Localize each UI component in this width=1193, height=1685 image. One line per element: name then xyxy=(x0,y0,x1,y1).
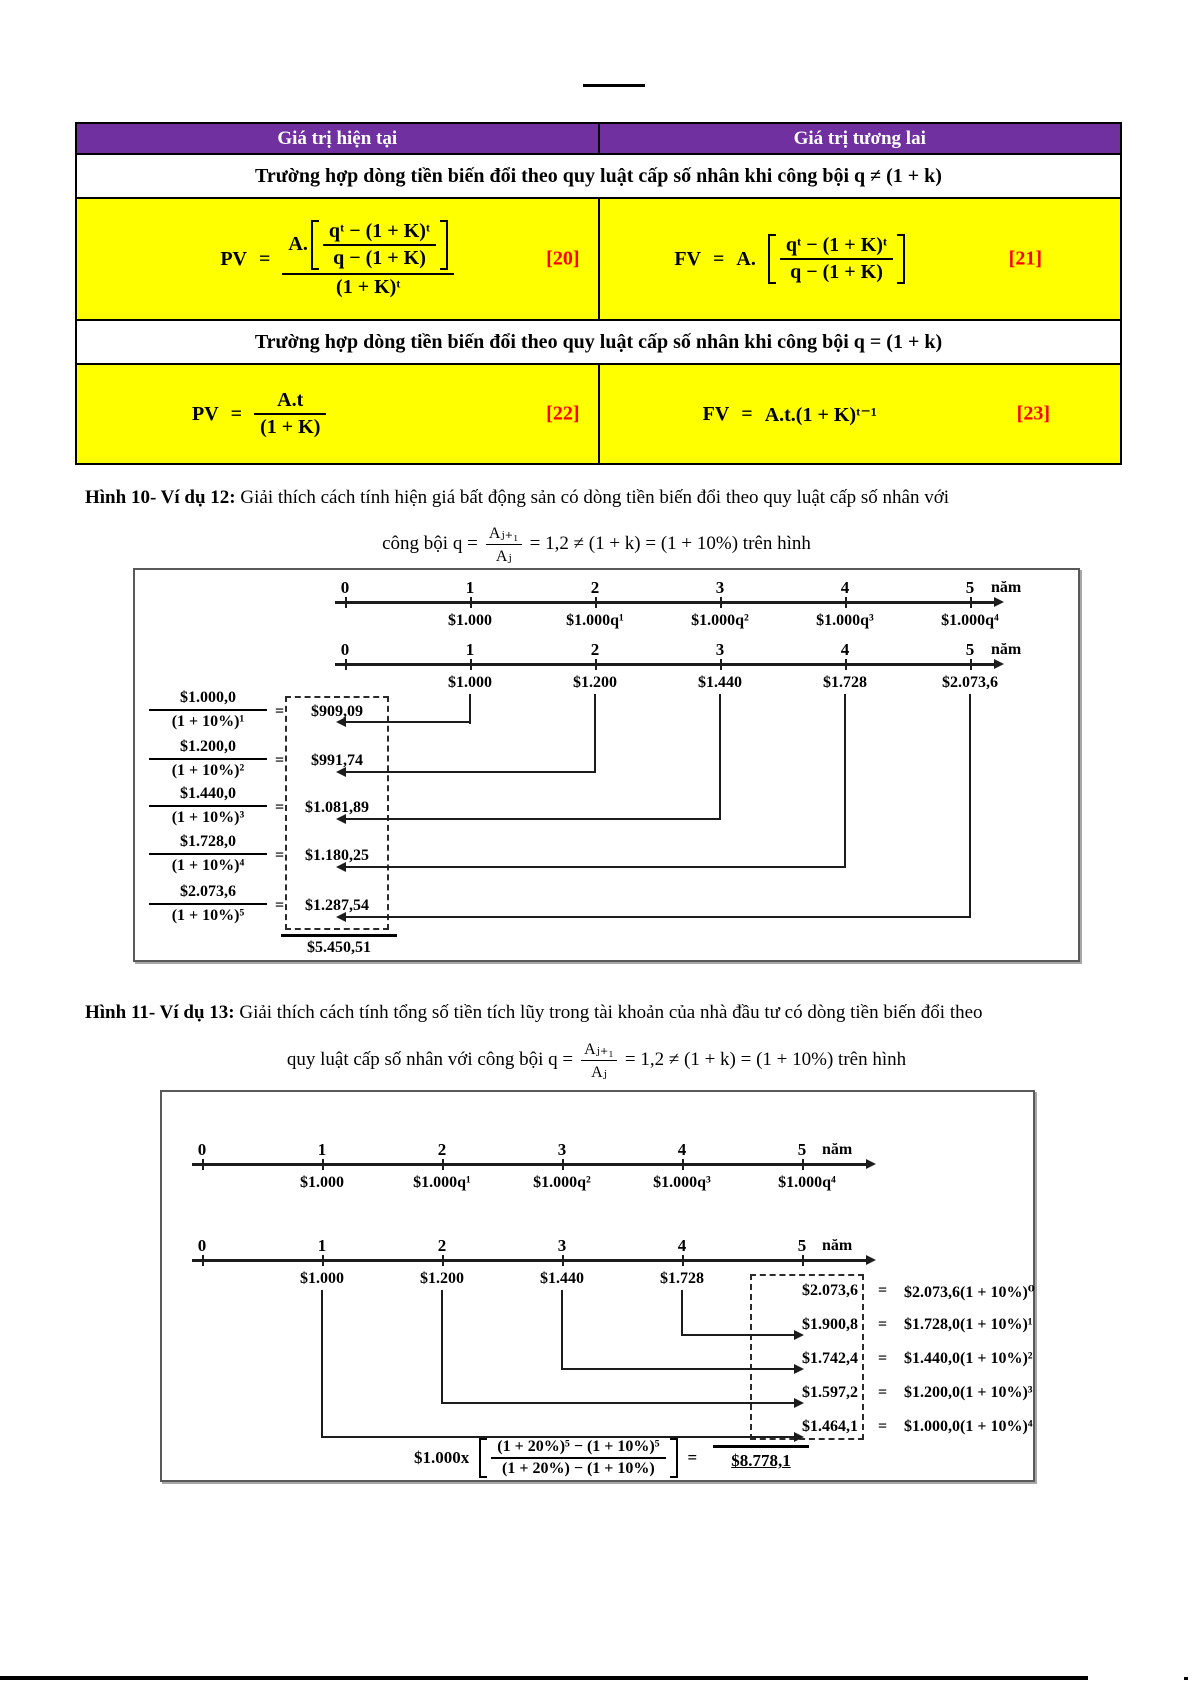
eq20-inner-den: q − (1 + K) xyxy=(333,246,426,269)
fig11-formula-den: Aⱼ xyxy=(591,1063,607,1081)
eq23-lhs: FV xyxy=(702,402,730,425)
case-eq-text: Trường hợp dòng tiền biến đổi theo quy luật cấp số nhân khi công bội q = (1 + k) xyxy=(76,320,1121,364)
f10-row2-equals: = xyxy=(275,799,285,816)
f11-eq-3: = xyxy=(878,1384,888,1401)
f11-tl2-tick-2: 2 xyxy=(437,1236,447,1255)
f10-row2-fraction xyxy=(149,785,267,827)
f10-result-0: $909,09 xyxy=(311,703,363,720)
f11-arrow-2-icon xyxy=(794,1364,804,1374)
f10-row4-den: (1 + 10%)⁵ xyxy=(171,907,245,924)
f11-boxed-0: $2.073,6 xyxy=(802,1282,858,1299)
f10-row0-num: $1.000,0 xyxy=(149,689,267,711)
f10-tl1-tick-0: 0 xyxy=(340,578,350,597)
f11-bottom-fraction xyxy=(491,1438,665,1478)
f10-tl2-value-0: $1.000 xyxy=(448,674,492,691)
eq20-lhs: PV xyxy=(220,247,248,270)
f11-tl2-value-0: $1.000 xyxy=(300,1270,344,1287)
f10-sum-rule xyxy=(281,934,397,937)
f10-tl1-value-2: $1.000q² xyxy=(691,612,749,629)
f11-bottom-equals: = xyxy=(687,1448,698,1467)
figure11-formula xyxy=(0,1034,1193,1086)
f11-tl1-unit: năm xyxy=(822,1141,853,1158)
eq20-inner-fraction xyxy=(323,220,436,270)
f10-row0-equals: = xyxy=(275,703,285,720)
f11-bottom-den: (1 + 20%) − (1 + 10%) xyxy=(502,1460,655,1477)
f10-row4-num: $2.073,6 xyxy=(149,883,267,905)
fig10-formula-den: Aⱼ xyxy=(495,547,512,565)
top-divider-rule xyxy=(583,84,645,87)
formula-row-2 xyxy=(76,364,1121,464)
f10-arrow-3-icon xyxy=(336,862,346,872)
eq20-outer-den: (1 + K)ᵗ xyxy=(336,275,401,298)
f11-tl1-tick-5: 5 xyxy=(797,1140,807,1159)
f10-tl2-tick-0: 0 xyxy=(340,640,350,659)
f11-tl2-tick-0: 0 xyxy=(197,1236,207,1255)
fig11-formula-num: Aⱼ₊₁ xyxy=(581,1039,617,1061)
eq21-equals: = xyxy=(713,247,725,270)
f11-boxed-4: $1.464,1 xyxy=(802,1418,858,1435)
f10-row1-equals: = xyxy=(275,752,285,769)
f11-timeline2-axis xyxy=(192,1259,867,1262)
f10-tl2-value-1: $1.200 xyxy=(573,674,617,691)
eq22-lhs: PV xyxy=(192,402,219,425)
f11-tl2-tick-1: 1 xyxy=(317,1236,327,1255)
f11-rhs-2: $1.440,0(1 + 10%)² xyxy=(904,1350,1033,1367)
f10-row1-num: $1.200,0 xyxy=(149,738,267,760)
f11-tl1-tick-4: 4 xyxy=(677,1140,687,1159)
eq20-fraction xyxy=(282,220,454,299)
f11-arrow-1-icon xyxy=(794,1330,804,1340)
f10-tl2-tick-1: 1 xyxy=(465,640,475,659)
f10-tl2-tick-5: 5 xyxy=(965,640,975,659)
equation-20 xyxy=(77,199,598,319)
f11-tl1-tick-1: 1 xyxy=(317,1140,327,1159)
eq21-lhs: FV xyxy=(674,247,702,270)
f10-row3-num: $1.728,0 xyxy=(149,833,267,855)
f10-tl2-tick-3: 3 xyxy=(715,640,725,659)
f11-tl1-value-4: $1.000q⁴ xyxy=(778,1174,836,1191)
f11-tl2-value-3: $1.728 xyxy=(660,1270,704,1287)
f10-row0-fraction xyxy=(149,689,267,731)
eq23-rhs: A.t.(1 + K)ᵗ⁻¹ xyxy=(764,403,877,426)
eq22-ref: [22] xyxy=(546,402,580,425)
eq21-bracket xyxy=(768,234,905,284)
eq20-coef: A. xyxy=(288,233,308,255)
f11-bottom-formula xyxy=(414,1432,809,1484)
eq21-coef: A. xyxy=(736,247,756,270)
f11-bottom-pre: $1.000x xyxy=(414,1448,470,1467)
f10-tl1-arrowhead-icon xyxy=(994,597,1004,607)
figure11-caption-text: Giải thích cách tính tổng số tiền tích lũy trong tài khoản của nhà đầu tư có dòng tiền biến đổi theo xyxy=(234,1002,983,1023)
f10-row4-equals: = xyxy=(275,897,285,914)
f11-tl1-arrowhead-icon xyxy=(866,1159,876,1169)
f10-total: $5.450,51 xyxy=(307,939,371,956)
f11-tl1-value-1: $1.000q¹ xyxy=(413,1174,471,1191)
eq20-inner-num: qᵗ − (1 + K)ᵗ xyxy=(323,220,436,246)
f10-row1-fraction xyxy=(149,738,267,780)
f10-result-2: $1.081,89 xyxy=(305,799,369,816)
f10-result-1: $991,74 xyxy=(311,752,363,769)
f10-tl1-tick-1: 1 xyxy=(465,578,475,597)
f10-tl1-value-0: $1.000 xyxy=(448,612,492,629)
formula-row-1 xyxy=(76,198,1121,320)
fig11-formula-fraction xyxy=(581,1039,617,1082)
f11-rhs-1: $1.728,0(1 + 10%)¹ xyxy=(904,1316,1033,1333)
f11-tl1-tick-3: 3 xyxy=(557,1140,567,1159)
f11-bottom-num: (1 + 20%)⁵ − (1 + 10%)⁵ xyxy=(491,1438,665,1459)
eq21-den: q − (1 + K) xyxy=(790,261,883,283)
f10-tl1-unit: năm xyxy=(991,579,1022,596)
f10-arrow-0-icon xyxy=(336,717,346,727)
f10-tl2-arrowhead-icon xyxy=(994,659,1004,669)
fv-formula-cell-23 xyxy=(599,364,1122,464)
f10-tl2-unit: năm xyxy=(991,641,1022,658)
f11-tl2-arrowhead-icon xyxy=(866,1255,876,1265)
f10-tl1-value-4: $1.000q⁴ xyxy=(941,612,999,629)
f11-tl2-tick-3: 3 xyxy=(557,1236,567,1255)
eq22-den: (1 + K) xyxy=(260,416,321,438)
formula-table xyxy=(75,122,1122,465)
f10-row3-fraction xyxy=(149,833,267,875)
eq22-num: A.t xyxy=(254,389,326,415)
f11-grand-total: $8.778,1 xyxy=(731,1451,791,1470)
eq21-ref: [21] xyxy=(1008,247,1042,270)
f10-row2-num: $1.440,0 xyxy=(149,785,267,807)
eq20-ref: [20] xyxy=(546,247,580,270)
f11-boxed-1: $1.900,8 xyxy=(802,1316,858,1333)
fig11-formula-pre: quy luật cấp số nhân với công bội q = xyxy=(286,1049,574,1070)
f11-eq-1: = xyxy=(878,1316,888,1333)
eq23-ref: [23] xyxy=(1016,402,1050,425)
eq20-numerator xyxy=(282,220,454,275)
f10-tl2-value-3: $1.728 xyxy=(823,674,867,691)
f11-tl1-tick-2: 2 xyxy=(437,1140,447,1159)
f11-tl1-tick-0: 0 xyxy=(197,1140,207,1159)
pv-formula-cell-20 xyxy=(76,198,599,320)
f11-eq-4: = xyxy=(878,1418,888,1435)
header-future-value: Giá trị tương lai xyxy=(599,123,1122,154)
f10-arrow-1-icon xyxy=(336,767,346,777)
eq21-num: qᵗ − (1 + K)ᵗ xyxy=(780,234,893,260)
eq22-equals: = xyxy=(230,402,243,425)
f10-tl2-tick-2: 2 xyxy=(590,640,600,659)
f11-tl2-value-1: $1.200 xyxy=(420,1270,464,1287)
f11-rhs-0: $2.073,6(1 + 10%)⁰ xyxy=(904,1284,1035,1301)
f10-arrow-4-icon xyxy=(336,912,346,922)
figure11-caption xyxy=(75,1002,1145,1024)
eq21-fraction xyxy=(780,234,893,284)
f10-tl2-value-2: $1.440 xyxy=(698,674,742,691)
f11-timeline1-axis xyxy=(192,1163,867,1166)
f10-tl1-tick-5: 5 xyxy=(965,578,975,597)
eq22-fraction xyxy=(254,389,326,439)
pv-formula-cell-22 xyxy=(76,364,599,464)
eq20-equals: = xyxy=(259,247,271,270)
f10-row0-den: (1 + 10%)¹ xyxy=(171,713,245,730)
fig10-formula-num: Aⱼ₊₁ xyxy=(486,523,522,545)
figure11-caption-label: Hình 11- Ví dụ 13: xyxy=(85,1002,235,1023)
f10-tl1-tick-4: 4 xyxy=(840,578,850,597)
figure10-diagram xyxy=(133,568,1080,962)
case-row-neq xyxy=(76,154,1121,198)
figure10-caption-label: Hình 10- Ví dụ 12: xyxy=(85,487,236,508)
figure10-formula xyxy=(0,518,1193,570)
f11-eq-0: = xyxy=(878,1282,888,1299)
f10-row3-equals: = xyxy=(275,847,285,864)
f10-row3-den: (1 + 10%)⁴ xyxy=(171,857,245,874)
figure11-diagram xyxy=(160,1090,1035,1482)
f11-tl1-value-0: $1.000 xyxy=(300,1174,344,1191)
f11-tl1-value-2: $1.000q² xyxy=(533,1174,591,1191)
f10-tl2-value-4: $2.073,6 xyxy=(942,674,998,691)
equation-22 xyxy=(77,365,598,463)
fig10-formula-pre: công bội q = xyxy=(382,533,478,554)
f11-boxed-3: $1.597,2 xyxy=(802,1384,858,1401)
f11-tl1-value-3: $1.000q³ xyxy=(653,1174,711,1191)
f11-boxed-2: $1.742,4 xyxy=(802,1350,858,1367)
case-row-eq xyxy=(76,320,1121,364)
table-header-row xyxy=(76,123,1121,154)
f10-tl1-value-3: $1.000q³ xyxy=(816,612,874,629)
f10-result-3: $1.180,25 xyxy=(305,847,369,864)
f10-timeline1-axis xyxy=(335,601,995,604)
f11-rhs-4: $1.000,0(1 + 10%)⁴ xyxy=(904,1418,1033,1435)
page-bottom-rule xyxy=(0,1676,1088,1680)
f11-tl2-tick-4: 4 xyxy=(677,1236,687,1255)
f10-row4-fraction xyxy=(149,883,267,925)
f11-bottom-bracket xyxy=(479,1438,677,1478)
fv-formula-cell-21 xyxy=(599,198,1122,320)
f11-tl2-value-2: $1.440 xyxy=(540,1270,584,1287)
f10-tl2-tick-4: 4 xyxy=(840,640,850,659)
case-neq-text: Trường hợp dòng tiền biến đổi theo quy luật cấp số nhân khi công bội q ≠ (1 + k) xyxy=(76,154,1121,198)
f11-tl2-unit: năm xyxy=(822,1237,853,1254)
f10-tl1-tick-2: 2 xyxy=(590,578,600,597)
figure10-caption xyxy=(75,487,1145,509)
f11-eq-2: = xyxy=(878,1350,888,1367)
f10-row2-den: (1 + 10%)³ xyxy=(171,809,245,826)
f11-rhs-3: $1.200,0(1 + 10%)³ xyxy=(904,1384,1033,1401)
f11-arrow-3-icon xyxy=(794,1398,804,1408)
eq20-bracket xyxy=(311,220,448,270)
fig10-formula-fraction xyxy=(486,523,522,566)
f10-timeline2-axis xyxy=(335,663,995,666)
f11-tl2-tick-5: 5 xyxy=(797,1236,807,1255)
header-present-value: Giá trị hiện tại xyxy=(76,123,599,154)
f10-result-4: $1.287,54 xyxy=(305,897,369,914)
figure10-caption-text: Giải thích cách tính hiện giá bất động sản có dòng tiền biến đổi theo quy luật cấp số nhân với xyxy=(235,487,950,508)
fig10-formula-post: = 1,2 ≠ (1 + k) = (1 + 10%) trên hình xyxy=(529,533,811,554)
f11-grand-total-rule xyxy=(713,1445,809,1471)
f10-tl1-tick-3: 3 xyxy=(715,578,725,597)
eq23-equals: = xyxy=(741,402,753,425)
f10-arrow-2-icon xyxy=(336,814,346,824)
fig11-formula-post: = 1,2 ≠ (1 + k) = (1 + 10%) trên hình xyxy=(624,1049,907,1070)
page-bottom-tick xyxy=(1184,1677,1188,1680)
f10-tl1-value-1: $1.000q¹ xyxy=(566,612,624,629)
f10-row1-den: (1 + 10%)² xyxy=(171,762,245,779)
